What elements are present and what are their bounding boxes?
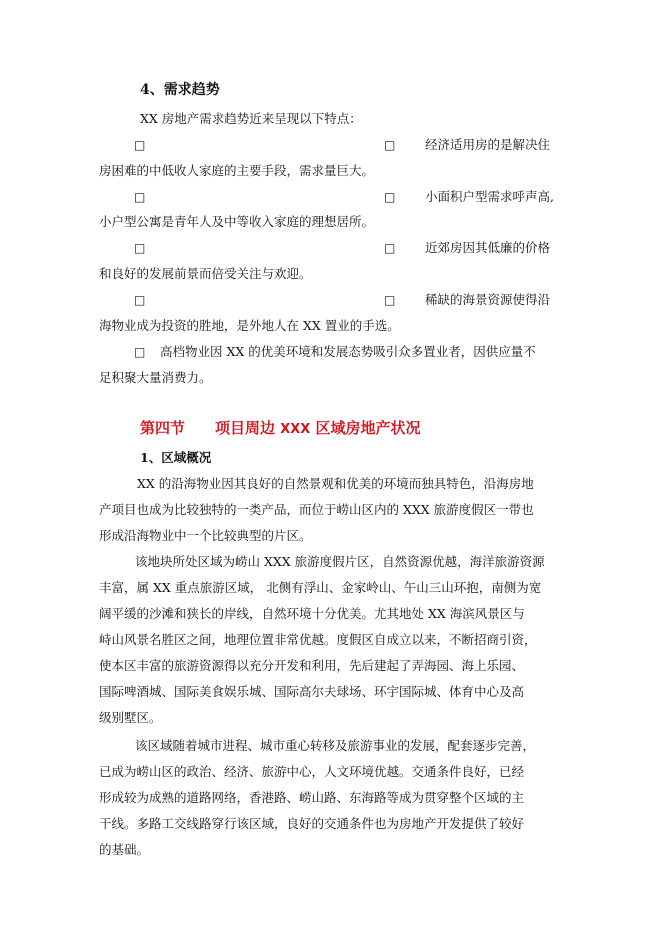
section-heading xyxy=(140,420,421,438)
checkbox-icon: □ xyxy=(134,293,146,307)
section-title-post: 区域房地产状况 xyxy=(310,419,421,437)
paragraph-line: 形成沿海物业中一个比较典型的片区。 xyxy=(99,528,312,543)
paragraph-line: 形成较为成熟的道路网络，香港路、崂山路、东海路等成为贯穿整个区域的主 xyxy=(99,790,525,805)
intro-text: XX 房地产需求趋势近来呈现以下特点： xyxy=(140,111,362,126)
checkbox-icon: □ xyxy=(384,293,396,307)
paragraph-line: 该地块所处区域为崂山 XXX 旅游度假片区，自然资源优越，海洋旅游资源 xyxy=(135,554,545,569)
bullet-continuation: 足积聚大量消费力。 xyxy=(99,370,212,385)
checkbox-icon: □ xyxy=(384,241,396,255)
section-title-xxx: XXX xyxy=(280,422,311,437)
paragraph-line: 该区域随着城市进程、城市重心转移及旅游事业的发展，配套逐步完善， xyxy=(135,738,536,753)
paragraph-line: 的基础。 xyxy=(99,842,150,857)
paragraph-line: 产项目也成为比较独特的一类产品，而位于崂山区内的 XXX 旅游度假区一带也 xyxy=(99,502,534,517)
checkbox-icon: □ xyxy=(134,241,146,255)
bullet-text: 近郊房因其低廉的价格 xyxy=(425,240,551,255)
bullet-continuation: 和良好的发展前景而倍受关注与欢迎。 xyxy=(99,266,312,281)
subheading-region-overview: 1、区域概况 xyxy=(140,450,212,465)
bullet-text: 稀缺的海景资源使得沿 xyxy=(425,292,551,307)
paragraph-line: 级别墅区。 xyxy=(99,710,162,725)
checkbox-icon: □ xyxy=(134,345,146,359)
paragraph-line: 使本区丰富的旅游资源得以充分开发和利用，先后建起了弄海园、海上乐园、 xyxy=(99,658,525,673)
bullet-text: 小面积户型需求呼声高, xyxy=(425,189,554,204)
checkbox-icon: □ xyxy=(134,190,146,204)
paragraph-line: 阔平缓的沙滩和狭长的岸线，自然环境十分优美。尤其地处 XX 海滨风景区与 xyxy=(99,606,525,621)
checkbox-icon: □ xyxy=(384,190,396,204)
bullet-text: 高档物业因 XX 的优美环境和发展态势吸引众多置业者，因供应量不 xyxy=(160,344,536,359)
bullet-text: 经济适用房的是解决住 xyxy=(425,137,551,152)
heading-demand-trend: 4、需求趋势 xyxy=(140,82,220,98)
bullet-continuation: 海物业成为投资的胜地，是外地人在 XX 置业的手选。 xyxy=(99,318,400,333)
bullet-continuation: 房困难的中低收人家庭的主要手段，需求量巨大。 xyxy=(99,163,375,178)
paragraph-line: 丰富，属 XX 重点旅游区域， 北侧有浮山、金家岭山、午山三山环抱，南侧为宽 xyxy=(99,580,542,595)
paragraph-line: XX 的沿海物业因其良好的自然景观和优美的环境而独具特色，沿海房地 xyxy=(137,476,534,491)
paragraph-line: 国际啤酒城、国际美食娱乐城、国际高尔夫球场、环宇国际城、体育中心及高 xyxy=(99,684,525,699)
section-number: 第四节 xyxy=(140,419,186,437)
section-title-pre: 项目周边 xyxy=(215,419,281,437)
bullet-continuation: 小户型公寓是青年人及中等收入家庭的理想居所。 xyxy=(99,214,375,229)
checkbox-icon: □ xyxy=(384,138,396,152)
paragraph-line: 干线。多路工交线路穿行该区域，良好的交通条件也为房地产开发提供了较好 xyxy=(99,816,525,831)
paragraph-line: 峙山风景名胜区之间，地理位置非常优越。度假区自成立以来，不断招商引资， xyxy=(99,632,537,647)
checkbox-icon: □ xyxy=(134,138,146,152)
paragraph-line: 已成为崂山区的政治、经济、旅游中心，人文环境优越。交通条件良好，已经 xyxy=(99,764,525,779)
